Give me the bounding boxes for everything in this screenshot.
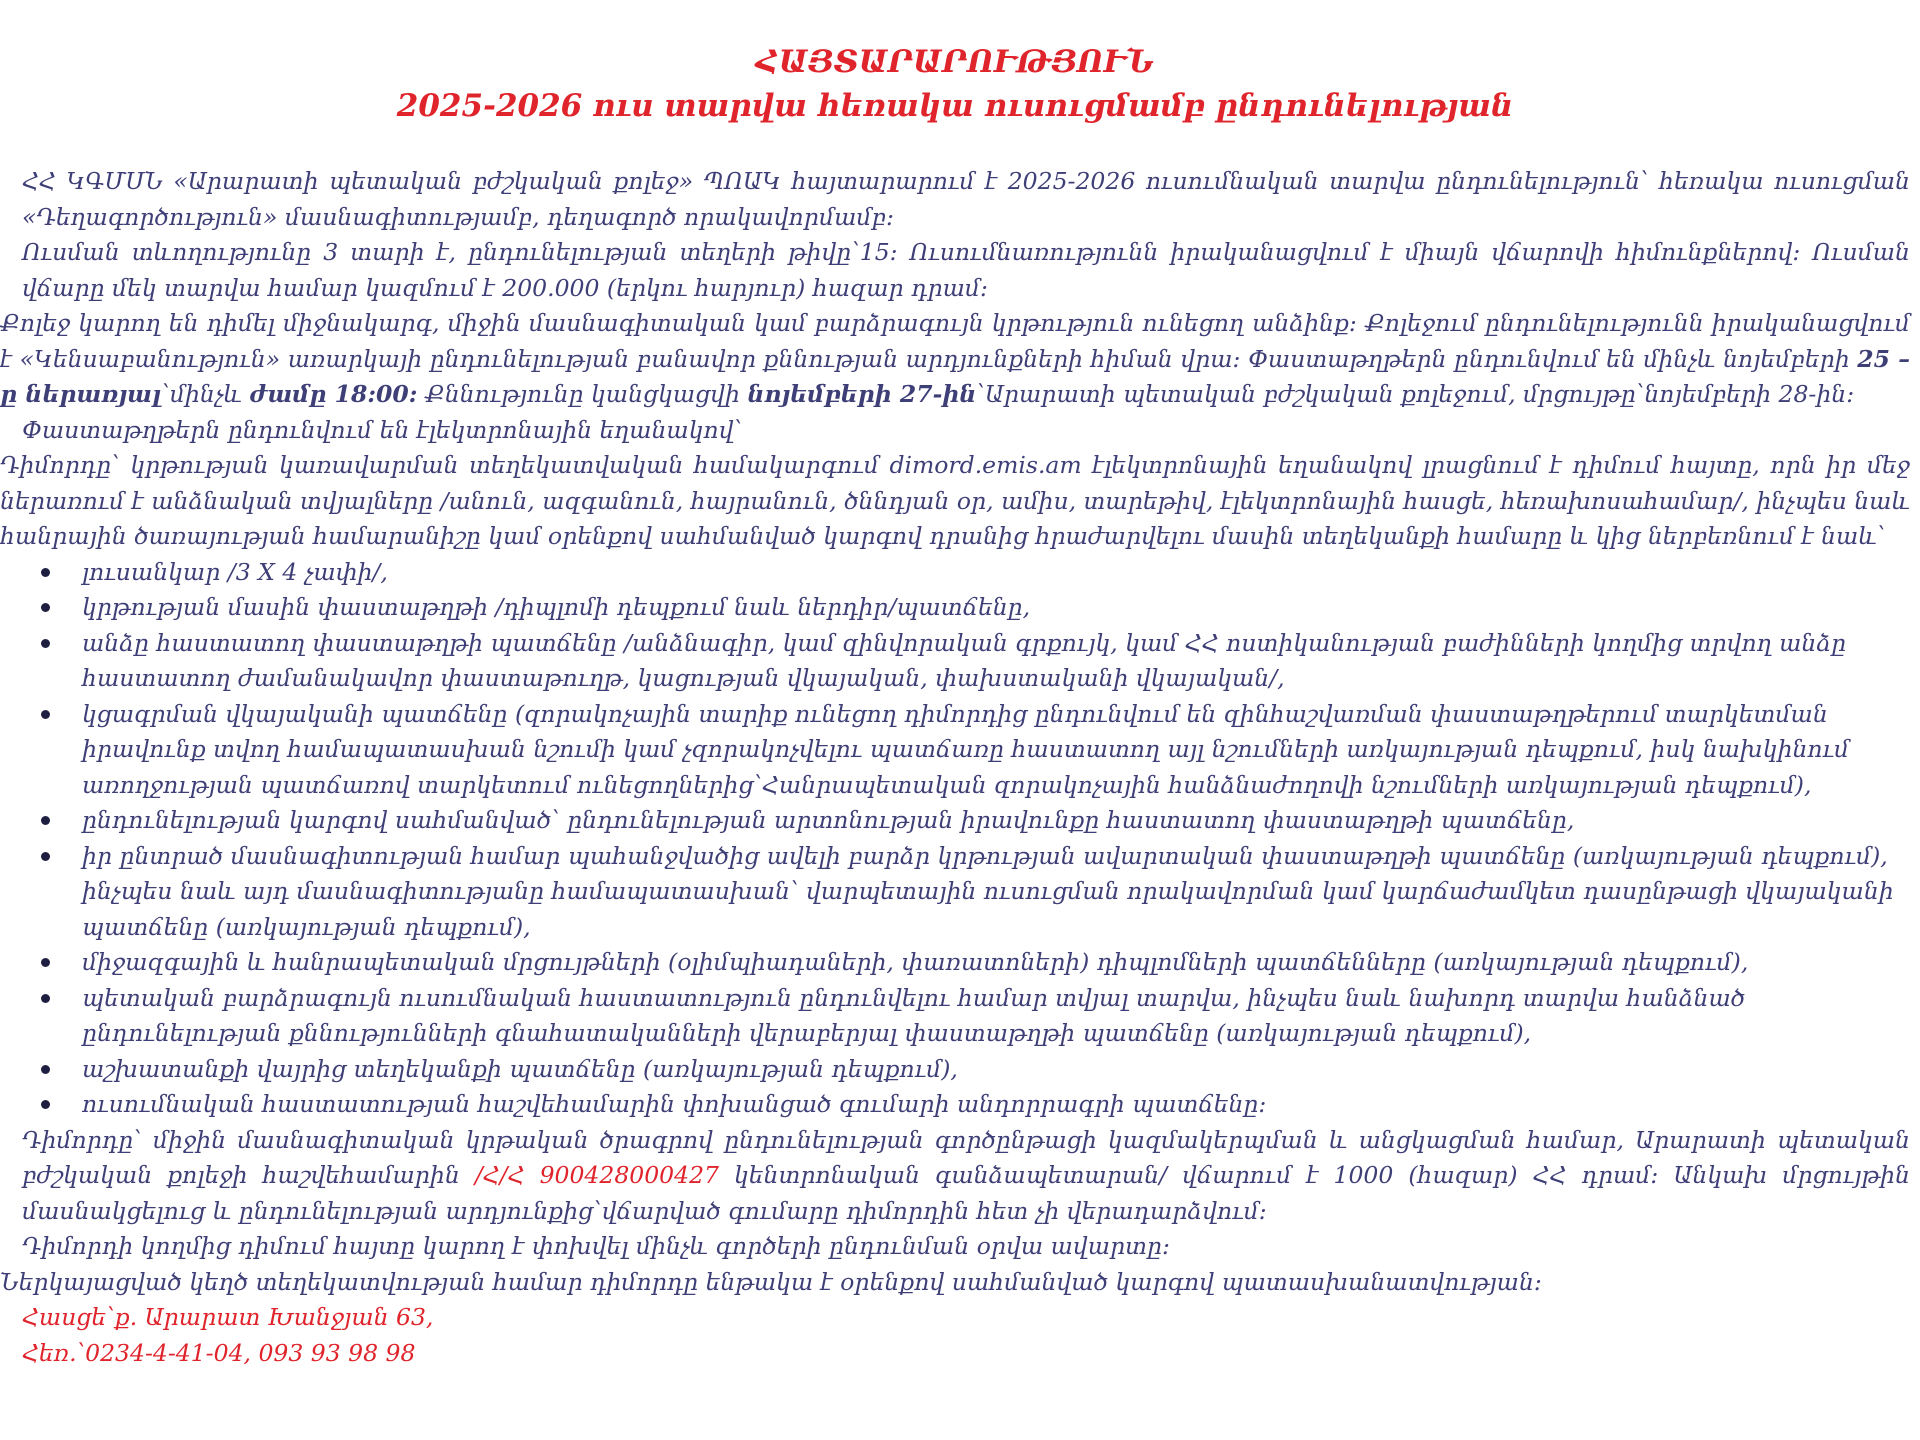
fee-text-1: Դիմորդը՝ միջին մասնագիտական կրթական ծրագրով ընդունելության գործընթացի կազմակերպման և անցկացման համար, Արարատի պետական բժշկական քոլեջի հաշվեհամարին	[22, 1125, 1910, 1189]
intro-paragraph: ՀՀ ԿԳՄՍՆ «Արարատի պետական բժշկական քոլեջ» ՊՈԱԿ հայտարարում է 2025-2026 ուսումնական տարվա ընդունելություն՝ հեռակա ուսուցման «Դեղագործություն» մասնագիտությամբ, դեղագործ որակավորմամբ:	[22, 167, 1910, 231]
announcement-body	[0, 164, 1910, 1371]
duration-paragraph: Ուսման տևողությունը 3 տարի է, ընդունելության տեղերի թիվը՝15: Ուսումնառությունն իրականացվում է միայն վճարովի հիմունքներով: Ուսման վճարը մեկ տարվա համար կազմում է 200.000 (երկու հարյուր) հազար դրամ:	[22, 238, 1910, 302]
required-documents-list	[0, 555, 1910, 1123]
announcement-title	[0, 40, 1910, 128]
deadline-time: ժամը 18:00:	[249, 380, 418, 408]
admission-text-3: Քննությունը կանցկացվի	[417, 380, 748, 408]
liability-note: Ներկայացված կեղծ տեղեկատվության համար դիմորդը ենթակա է օրենքով սահմանված կարգով պատասխանատվության:	[0, 1267, 1542, 1296]
application-change-note: Դիմորդի կողմից դիմում հայտը կարող է փոխվել մինչև գործերի ընդունման օրվա ավարտը:	[22, 1232, 1170, 1260]
contact-address: Հասցե՝ք. Արարատ Խանջյան 63,	[22, 1303, 434, 1331]
electronic-submission-paragraph: Փաստաթղթերն ընդունվում են էլեկտրոնային եղանակով՝	[22, 415, 743, 444]
admission-paragraph	[0, 306, 1910, 413]
deadline-date: 25 –ը ներառյալ	[0, 344, 1910, 408]
list-item: իր ընտրած մասնագիտության համար պահանջվածից ավելի բարձր կրթության ավարտական փաստաթղթի պատճենը (առկայության դեպքում), ինչպես նաև այդ մասնագիտությանը համապատասխան՝ վարպետային ուսուցման որակավորման կամ կարճաժամկետ դասընթացի վկայականի պատճենը (առկայության դեպքում),	[82, 839, 1910, 946]
title-line-1: ՀԱՅՏԱՐԱՐՈՒԹՅՈՒՆ	[755, 44, 1155, 80]
list-item: աշխատանքի վայրից տեղեկանքի պատճենը (առկայության դեպքում),	[82, 1052, 1910, 1088]
admission-text-4: ՝Արարատի պետական բժշկական քոլեջում, մրցույթը՝նոյեմբերի 28-ին:	[976, 380, 1855, 408]
fee-text-2: կենտրոնական գանձապետարան/ վճարում է 1000 (հազար) ՀՀ դրամ: Անկախ մրցույթին մասնակցելուց և ընդունելության արդյունքից՝վճարված գումարը դիմորդին հետ չի վերադարձվում:	[22, 1161, 1910, 1225]
list-item: լուսանկար /3 X 4 չափի/,	[82, 555, 1910, 591]
list-item: միջազգային և հանրապետական մրցույթների (օլիմպիադաների, փառատոների) դիպլոմների պատճենները (առկայության դեպքում),	[82, 945, 1910, 981]
list-item: պետական բարձրագույն ուսումնական հաստատություն ընդունվելու համար տվյալ տարվա, ինչպես նաև նախորդ տարվա հանձնած ընդունելության քննությունների գնահատականների վերաբերյալ փաստաթղթի պատճենը (առկայության դեպքում),	[82, 981, 1910, 1052]
contact-phone: Հեռ.՝0234-4-41-04, 093 93 98 98	[22, 1338, 416, 1367]
list-item: կցագրման վկայականի պատճենը (զորակոչային տարիք ունեցող դիմորդից ընդունվում են զինհաշվառման փաստաթղթերում տարկետման իրավունք տվող համապատասխան նշումի կամ չզորակոչվելու պատճառը հաստատող այլ նշումների առկայության դեպքում, իսկ նախկինում առողջության պատճառով տարկետում ունեցողներից՝Հանրապետական զորակոչային հանձնաժողովի նշումների առկայության դեպքում),	[82, 697, 1910, 804]
title-line-2: 2025-2026 ուս տարվա հեռակա ուսուցմամբ ընդունելության	[396, 88, 1514, 124]
applicant-paragraph: Դիմորդը՝ կրթության կառավարման տեղեկատվական համակարգում dimord.emis.am էլեկտրոնային եղանակով լրացնում է դիմում հայտը, որն իր մեջ ներառում է անձնական տվյալները /անուն, ազգանուն, հայրանուն, ծննդյան օր, ամիս, տարեթիվ, էլեկտրոնային հասցե, հեռախոսահամար/, ինչպես նաև հանրային ծառայության համարանիշը կամ օրենքով սահմանված կարգով դրանից հրաժարվելու մասին տեղեկանքի համարը և կից ներբեռնում է նաև՝	[0, 451, 1910, 550]
exam-date: նոյեմբերի 27-ին	[747, 380, 977, 408]
list-item: կրթության մասին փաստաթղթի /դիպլոմի դեպքում նաև ներդիր/պատճենը,	[82, 590, 1910, 626]
list-item: ուսումնական հաստատության հաշվեհամարին փոխանցած գումարի անդորրագրի պատճենը:	[82, 1087, 1910, 1123]
fee-paragraph	[0, 1123, 1910, 1230]
admission-text-1: Քոլեջ կարող են դիմել միջնակարգ, միջին մասնագիտական կամ բարձրագույն կրթություն ունեցող անձինք: Քոլեջում ընդունելությունն իրականացվում է «Կենսաբանություն» առարկայի ընդունելության բանավոր քննության արդյունքների հիման վրա: Փաստաթղթերն ընդունվում են մինչև նոյեմբերի	[0, 309, 1910, 373]
bank-account-number: /Հ/Հ 900428000427	[474, 1161, 719, 1189]
list-item: ընդունելության կարգով սահմանված՝ ընդունելության արտոնության իրավունքը հաստատող փաստաթղթի պատճենը,	[82, 803, 1910, 839]
admission-text-2: ՝մինչև	[161, 380, 250, 408]
list-item: անձը հաստատող փաստաթղթի պատճենը /անձնագիր, կամ զինվորական գրքույկ, կամ ՀՀ ոստիկանության բաժինների կողմից տրվող անձը հաստատող ժամանակավոր փաստաթուղթ, կացության վկայական, փախստականի վկայական/,	[82, 626, 1910, 697]
